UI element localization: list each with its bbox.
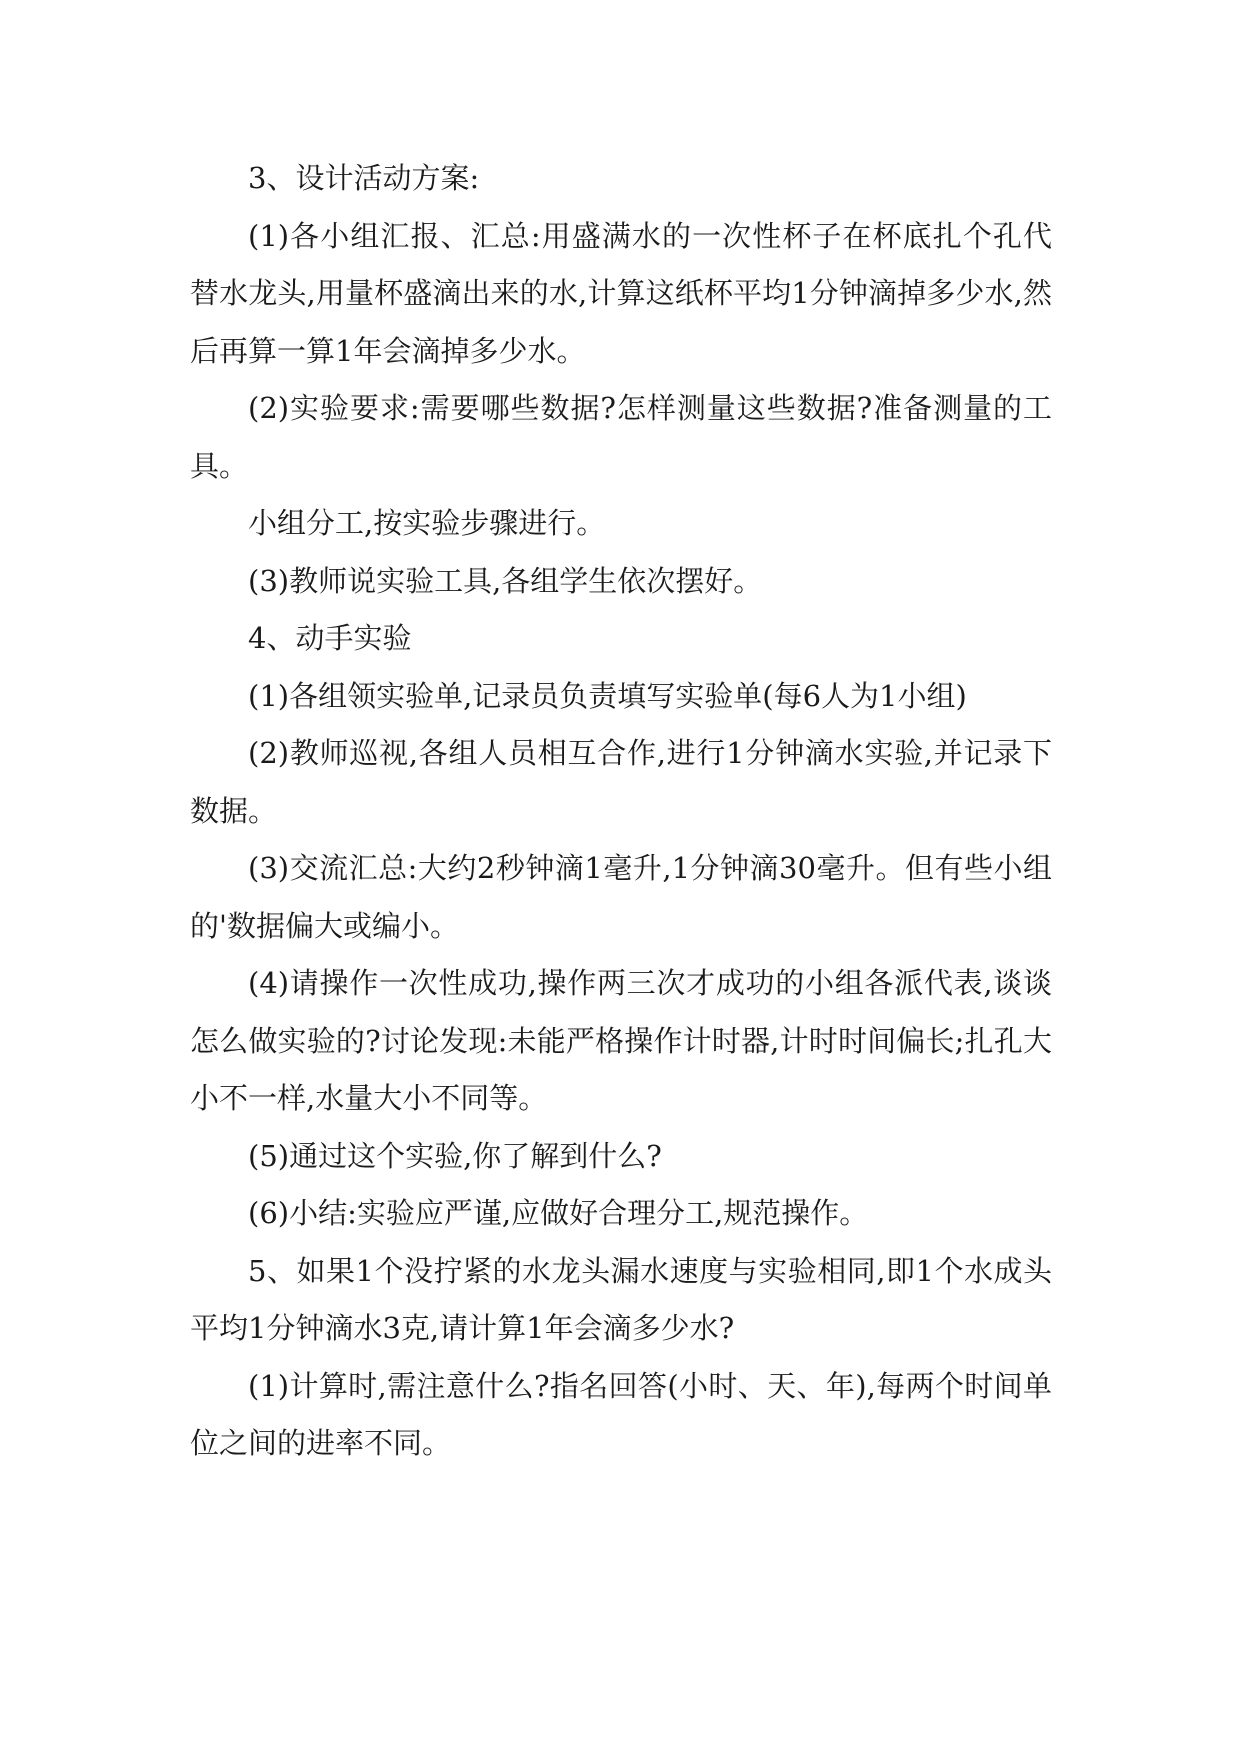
paragraph-3-2: (2)实验要求:需要哪些数据?怎样测量这些数据?准备测量的工具。 bbox=[190, 391, 1052, 483]
paragraph-4-6: (6)小结:实验应严谨,应做好合理分工,规范操作。 bbox=[248, 1196, 869, 1230]
paragraph-4-2: (2)教师巡视,各组人员相互合作,进行1分钟滴水实验,并记录下数据。 bbox=[190, 736, 1052, 828]
paragraph-3-1: (1)各小组汇报、汇总:用盛满水的一次性杯子在杯底扎个孔代替水龙头,用量杯盛滴出来的水,计算这纸杯平均1分钟滴掉多少水,然后再算一算1年会滴掉多少水。 bbox=[190, 218, 1052, 368]
paragraph-3-3: (3)教师说实验工具,各组学生依次摆好。 bbox=[248, 563, 763, 598]
paragraph-5-1: (1)计算时,需注意什么?指名回答(小时、天、年),每两个时间单位之间的进率不同。 bbox=[190, 1368, 1052, 1460]
paragraph-section-3-heading: 3、设计活动方案: bbox=[248, 161, 480, 195]
paragraph-section-5: 5、如果1个没拧紧的水龙头漏水速度与实验相同,即1个水成头平均1分钟滴水3克,请计算1年会滴多少水? bbox=[190, 1253, 1052, 1345]
paragraph-group-division: 小组分工,按实验步骤进行。 bbox=[248, 506, 606, 540]
paragraph-4-4: (4)请操作一次性成功,操作两三次才成功的小组各派代表,谈谈怎么做实验的?讨论发现:未能严格操作计时器,计时时间偏长;扎孔大小不一样,水量大小不同等。 bbox=[190, 966, 1052, 1115]
paragraph-4-3: (3)交流汇总:大约2秒钟滴1毫升,1分钟滴30毫升。但有些小组的'数据偏大或编小。 bbox=[190, 851, 1052, 943]
paragraph-section-4-heading: 4、动手实验 bbox=[248, 621, 412, 655]
paragraph-4-1: (1)各组领实验单,记录员负责填写实验单(每6人为1小组) bbox=[248, 678, 967, 713]
document-page bbox=[190, 150, 1052, 1473]
paragraph-4-5: (5)通过这个实验,你了解到什么? bbox=[248, 1138, 662, 1173]
